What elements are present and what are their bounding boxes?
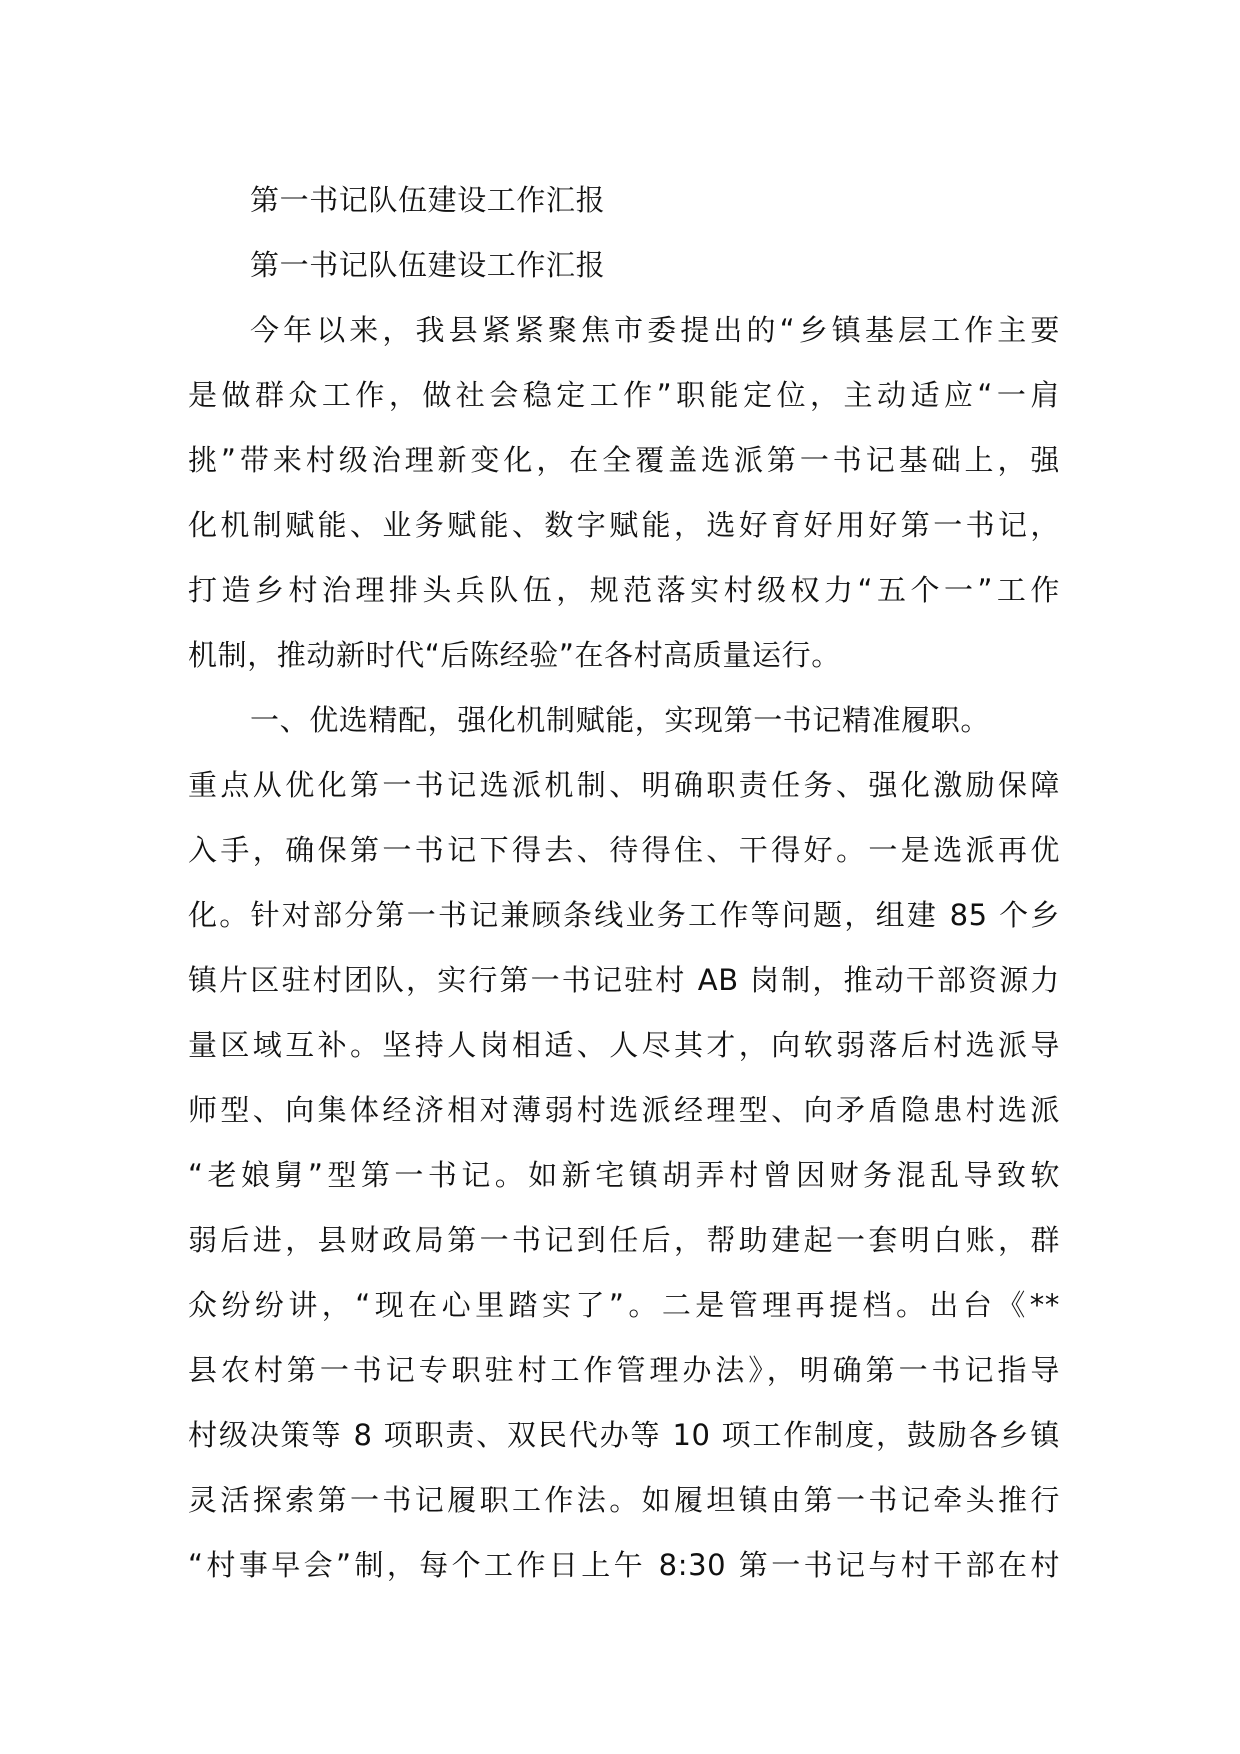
section-heading: 一、优选精配，强化机制赋能，实现第一书记精准履职。 (250, 703, 991, 737)
paragraph-line: “村事早会”制，每个工作日上午 8:30 第一书记与村干部在村 (188, 1548, 1060, 1582)
paragraph-line: 县农村第一书记专职驻村工作管理办法》，明确第一书记指导 (188, 1353, 1060, 1387)
paragraph-line: 重点从优化第一书记选派机制、明确职责任务、强化激励保障 (188, 768, 1060, 802)
paragraph-line: 弱后进，县财政局第一书记到任后，帮助建起一套明白账，群 (188, 1223, 1060, 1257)
paragraph-line: “老娘舅”型第一书记。如新宅镇胡弄村曾因财务混乱导致软 (188, 1158, 1060, 1192)
paragraph-line: 化。针对部分第一书记兼顾条线业务工作等问题，组建 85 个乡 (188, 898, 1060, 932)
document-title: 第一书记队伍建设工作汇报 (250, 183, 606, 217)
paragraph-line: 是做群众工作，做社会稳定工作”职能定位，主动适应“一肩 (188, 378, 1060, 412)
paragraph-line: 师型、向集体经济相对薄弱村选派经理型、向矛盾隐患村选派 (188, 1093, 1060, 1127)
paragraph-line: 今年以来，我县紧紧聚焦市委提出的“乡镇基层工作主要 (250, 313, 1060, 347)
paragraph-line: 打造乡村治理排头兵队伍，规范落实村级权力“五个一”工作 (188, 573, 1060, 607)
paragraph-line: 化机制赋能、业务赋能、数字赋能，选好育好用好第一书记， (188, 508, 1060, 542)
paragraph-line: 众纷纷讲，“现在心里踏实了”。二是管理再提档。出台《** (188, 1288, 1060, 1322)
paragraph-line: 量区域互补。坚持人岗相适、人尽其才，向软弱落后村选派导 (188, 1028, 1060, 1062)
paragraph-line: 入手，确保第一书记下得去、待得住、干得好。一是选派再优 (188, 833, 1060, 867)
paragraph-line: 镇片区驻村团队，实行第一书记驻村 AB 岗制，推动干部资源力 (188, 963, 1060, 997)
paragraph-line: 村级决策等 8 项职责、双民代办等 10 项工作制度，鼓励各乡镇 (188, 1418, 1060, 1452)
paragraph-line: 挑”带来村级治理新变化，在全覆盖选派第一书记基础上，强 (188, 443, 1060, 477)
document-body (188, 168, 1060, 1598)
document-subtitle: 第一书记队伍建设工作汇报 (250, 248, 606, 282)
paragraph-line: 机制，推动新时代“后陈经验”在各村高质量运行。 (188, 638, 841, 672)
paragraph-line: 灵活探索第一书记履职工作法。如履坦镇由第一书记牵头推行 (188, 1483, 1060, 1517)
